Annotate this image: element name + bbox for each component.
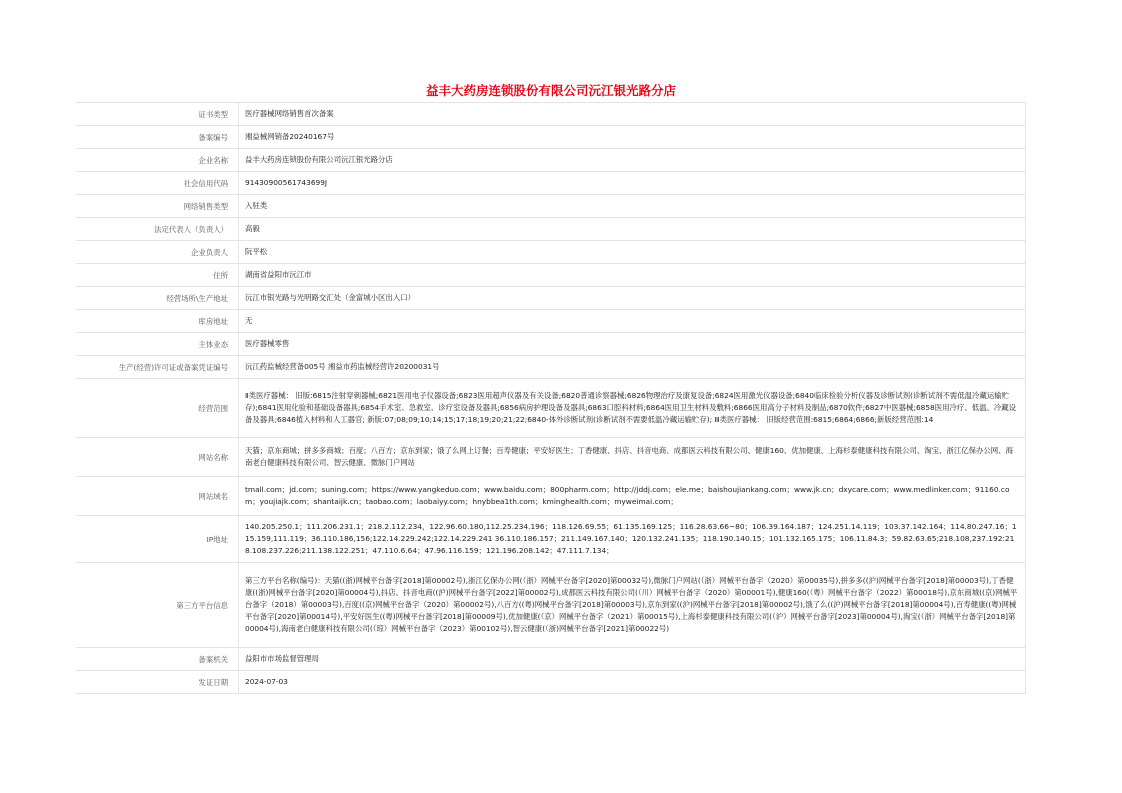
field-value: 益丰大药房连锁股份有限公司沅江银光路分店 (239, 149, 1026, 172)
field-value: tmall.com；jd.com；suning.com；https://www.yangkeduo.com；www.baidu.com；800pharm.com；http://jddj.com；ele.me；baishoujiankang.com；www.jk.cn；dxycare.com；www.medlinker.com；91160.com；youjiajk.com；shantaijk.cn；taobao.com；laobaiyy.com；hnybbea1th.com；kminghealth.com；myweimai.com； (239, 477, 1026, 516)
table-row (76, 103, 1026, 126)
field-value: 湖南省益阳市沅江市 (239, 264, 1026, 287)
field-value: Ⅱ类医疗器械： 旧版:6815注射穿刺器械;6821医用电子仪器设备;6823医用超声仪器及有关设备;6820普通诊察器械;6826物理治疗及康复设备;6824医用激光仪器设备;6840临床检验分析仪器及诊断试剂(诊断试剂不需低温冷藏运输贮存);6841医用化验和基础设备器具;6854手术室、急救室、诊疗室设备及器具;6856病房护理设备及器具;6863口腔科材料;6864医用卫生材料及敷料;6866医用高分子材料及制品;6870软件;6827中医器械;6858医用冷疗、低温、冷藏设备及器具;6846植入材料和人工器官; 新版:07;08;09;10;14;15;17;18;19;20;21;22;6840-体外诊断试剂(诊断试剂不需要低温冷藏运输贮存); Ⅲ类医疗器械： 旧版经营范围:6815;6864;6866;新版经营范围:14 (239, 379, 1026, 438)
field-value: 高毅 (239, 218, 1026, 241)
field-label: 网站名称 (76, 438, 239, 477)
field-label: 法定代表人（负责人） (76, 218, 239, 241)
table-row (76, 172, 1026, 195)
table-row (76, 218, 1026, 241)
table-row (76, 516, 1026, 563)
field-label: 备案机关 (76, 648, 239, 671)
field-value: 湘益械网销备20240167号 (239, 126, 1026, 149)
field-value: 2024-07-03 (239, 671, 1026, 694)
table-row (76, 379, 1026, 438)
field-label: 发证日期 (76, 671, 239, 694)
certificate-document (76, 80, 1026, 694)
field-value: 天猫；京东商城；拼多多商城；百度；八百方；京东到家；饿了么网上订餐；百寿健康；平安好医生；丁香健康、抖店、抖音电商、成都医云科技有限公司、健康160、优加健康、上海杉泰健康科技有限公司、淘宝、浙江亿保办公网、海南老白健康科技有限公司、智云健康、微脉门户网站 (239, 438, 1026, 477)
field-label: 库房地址 (76, 310, 239, 333)
table-row (76, 563, 1026, 648)
field-value: 第三方平台名称(编号)：天猫((浙)网械平台备字[2018]第00002号),浙江亿保办公网(（浙）网械平台备字[2020]第00032号),微脉门户网站(（浙）网械平台备字（2020）第00035号),拼多多((沪)网械平台备字[2018]第00003号),丁香健康((浙)网械平台备字[2020]第00004号),抖店、抖音电商((沪)网械平台备字[2022]第00002号),成都医云科技有限公司(（川）网械平台备字（2020）第00001号),健康160(（粤）网械平台备字（2022）第00018号),京东商城((京)网械平台备字（2018）第00003号),百度((京)网械平台备字（2020）第00002号),八百方((粤)网械平台备字[2018]第00003号),京东到家((沪)网械平台备字[2018]第00002号),饿了么((沪)网械平台备字[2018]第00004号),百寿健康((粤)网械平台备字[2020]第00014号),平安好医生((粤)网械平台备字[2018]第00009号),优加健康(（京）网械平台备字（2021）第00015号),上海杉泰健康科技有限公司(（沪）网械平台备字[2023]第00004号),淘宝(（浙）网械平台备字[2018]第00004号),海南老白健康科技有限公司(（琼）网械平台备字（2023）第00102号),智云健康(（浙)网械平台备字[2021]第00022号) (239, 563, 1026, 648)
field-value: 沅江市银光路与光明路交汇处（金富城小区出入口） (239, 287, 1026, 310)
table-row (76, 287, 1026, 310)
field-label: 企业名称 (76, 149, 239, 172)
field-label: 社会信用代码 (76, 172, 239, 195)
table-row (76, 671, 1026, 694)
field-value: 入驻类 (239, 195, 1026, 218)
table-row (76, 241, 1026, 264)
field-value: 140.205.250.1；111.206.231.1；218.2.112.234，122.96.60.180,112.25.234.196；118.126.69.55；61.135.169.125；116.28.63.66~80；106.39.164.187；124.251.14.119；103.37.142.164；114.80.247.16；115.159,111.119；36.110.186,156;122.14.229.242;122.14.229.241 36.110.186.157；211.149.167.140；120.132.241.135；118.190.140.15；101.132.165.175；106.11.84.3；59.82.63.65;218.108,237.192:218.108.237.226;211.138.122.251；47.110.6.64；47.96.116.159；121.196.208.142；47.111.7.134； (239, 516, 1026, 563)
field-label: 第三方平台信息 (76, 563, 239, 648)
field-label: IP地址 (76, 516, 239, 563)
field-label: 备案编号 (76, 126, 239, 149)
table-row (76, 126, 1026, 149)
field-label: 网络销售类型 (76, 195, 239, 218)
field-value: 91430900561743699J (239, 172, 1026, 195)
field-label: 经营范围 (76, 379, 239, 438)
field-value: 无 (239, 310, 1026, 333)
table-row (76, 648, 1026, 671)
field-value: 医疗器械零售 (239, 333, 1026, 356)
table-row (76, 438, 1026, 477)
field-label: 主体业态 (76, 333, 239, 356)
field-label: 生产(经营)许可证或备案凭证编号 (76, 356, 239, 379)
record-table (76, 102, 1026, 694)
table-row (76, 195, 1026, 218)
field-value: 沅江药监械经营备005号 湘益市药监械经营许20200031号 (239, 356, 1026, 379)
field-value: 医疗器械网络销售首次备案 (239, 103, 1026, 126)
table-row (76, 310, 1026, 333)
table-row (76, 264, 1026, 287)
field-label: 企业负责人 (76, 241, 239, 264)
table-row (76, 333, 1026, 356)
field-label: 经营场所\生产地址 (76, 287, 239, 310)
field-value: 阮平松 (239, 241, 1026, 264)
page-title: 益丰大药房连锁股份有限公司沅江银光路分店 (425, 83, 676, 98)
field-label: 证书类型 (76, 103, 239, 126)
field-label: 网站域名 (76, 477, 239, 516)
field-label: 住所 (76, 264, 239, 287)
table-row (76, 477, 1026, 516)
field-value: 益阳市市场监督管理局 (239, 648, 1026, 671)
table-row (76, 149, 1026, 172)
table-row (76, 356, 1026, 379)
